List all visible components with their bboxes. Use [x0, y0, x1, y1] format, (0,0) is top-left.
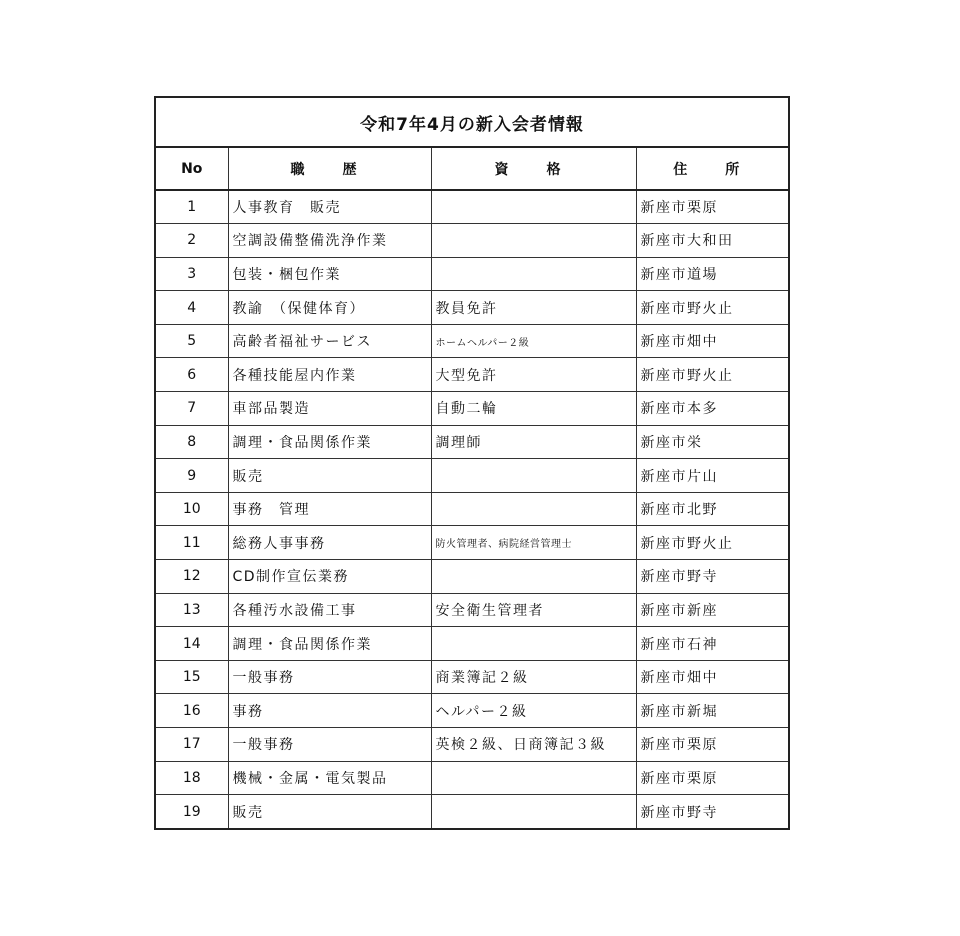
cell-no: 2	[156, 224, 228, 258]
cell-no: 1	[156, 190, 228, 224]
cell-address: 新座市片山	[636, 459, 788, 493]
cell-no: 6	[156, 358, 228, 392]
cell-no: 5	[156, 324, 228, 358]
cell-job: 事務 管理	[228, 492, 431, 526]
cell-address: 新座市野寺	[636, 560, 788, 594]
cell-qualification	[431, 492, 636, 526]
header-no: No	[156, 148, 228, 190]
table-row	[156, 761, 788, 795]
table-row	[156, 392, 788, 426]
cell-qualification: 防火管理者、病院経営管理士	[431, 526, 636, 560]
cell-qualification	[431, 627, 636, 661]
cell-address: 新座市畑中	[636, 660, 788, 694]
cell-qualification	[431, 795, 636, 829]
table-row	[156, 660, 788, 694]
cell-no: 16	[156, 694, 228, 728]
cell-job: 空調設備整備洗浄作業	[228, 224, 431, 258]
member-table	[156, 148, 788, 828]
table-row	[156, 492, 788, 526]
cell-no: 13	[156, 593, 228, 627]
cell-qualification: ホームヘルパー２級	[431, 324, 636, 358]
cell-job: 包装・梱包作業	[228, 257, 431, 291]
table-row	[156, 694, 788, 728]
cell-job: 各種技能屋内作業	[228, 358, 431, 392]
table-row	[156, 291, 788, 325]
cell-job: 一般事務	[228, 728, 431, 762]
table-body	[156, 190, 788, 828]
cell-no: 4	[156, 291, 228, 325]
cell-no: 7	[156, 392, 228, 426]
cell-no: 19	[156, 795, 228, 829]
cell-qualification: 自動二輪	[431, 392, 636, 426]
cell-job: 調理・食品関係作業	[228, 425, 431, 459]
table-row	[156, 190, 788, 224]
cell-address: 新座市北野	[636, 492, 788, 526]
cell-address: 新座市新堀	[636, 694, 788, 728]
cell-qualification: 教員免許	[431, 291, 636, 325]
cell-no: 15	[156, 660, 228, 694]
cell-job: 事務	[228, 694, 431, 728]
cell-job: 総務人事事務	[228, 526, 431, 560]
cell-no: 3	[156, 257, 228, 291]
cell-qualification: 大型免許	[431, 358, 636, 392]
header-address: 住 所	[636, 148, 788, 190]
cell-address: 新座市本多	[636, 392, 788, 426]
document-title: 令和7年4月の新入会者情報	[156, 98, 788, 148]
cell-qualification	[431, 190, 636, 224]
cell-address: 新座市大和田	[636, 224, 788, 258]
table-row	[156, 425, 788, 459]
cell-address: 新座市野寺	[640, 804, 718, 821]
cell-no: 11	[156, 526, 228, 560]
table-row	[156, 526, 788, 560]
cell-qualification	[431, 459, 636, 493]
header-job: 職 歴	[228, 148, 431, 190]
cell-address: 新座市野火止	[636, 526, 788, 560]
cell-job: 車部品製造	[228, 392, 431, 426]
cell-job: 機械・金属・電気製品	[228, 761, 431, 795]
table-row	[156, 560, 788, 594]
cell-qualification: 商業簿記２級	[431, 660, 636, 694]
cell-no: 14	[156, 627, 228, 661]
cell-address: 新座市石神	[636, 627, 788, 661]
cell-address: 新座市畑中	[636, 324, 788, 358]
cell-no: 17	[156, 728, 228, 762]
cell-address: 新座市野火止	[636, 358, 788, 392]
member-info-document	[154, 96, 790, 830]
cell-job: 一般事務	[228, 660, 431, 694]
cell-job: 人事教育 販売	[228, 190, 431, 224]
cell-address: 新座市栄	[636, 425, 788, 459]
cell-job: 販売	[228, 795, 431, 829]
cell-address: 新座市栗原	[636, 761, 788, 795]
cell-no: 12	[156, 560, 228, 594]
cell-qualification: 安全衛生管理者	[431, 593, 636, 627]
table-row	[156, 224, 788, 258]
cell-qualification	[431, 224, 636, 258]
cell-qualification	[431, 761, 636, 795]
cell-qualification: 調理師	[431, 425, 636, 459]
cell-qualification	[431, 257, 636, 291]
cell-no: 9	[156, 459, 228, 493]
cell-no: 18	[156, 761, 228, 795]
cell-address: 新座市栗原	[636, 190, 788, 224]
cell-qualification: 英検２級、日商簿記３級	[431, 728, 636, 762]
table-row	[156, 593, 788, 627]
table-row	[156, 728, 788, 762]
cell-job: 各種汚水設備工事	[228, 593, 431, 627]
cell-no: 10	[156, 492, 228, 526]
cell-address: 新座市新座	[636, 593, 788, 627]
cell-qualification: ヘルパー２級	[431, 694, 636, 728]
table-row	[156, 358, 788, 392]
table-row	[156, 257, 788, 291]
table-row	[156, 627, 788, 661]
table-header-row	[156, 148, 788, 190]
table-row	[156, 459, 788, 493]
cell-job: CD制作宣伝業務	[228, 560, 431, 594]
table-row	[156, 324, 788, 358]
cell-qualification	[431, 560, 636, 594]
cell-no: 8	[156, 425, 228, 459]
cell-job: 高齢者福祉サービス	[228, 324, 431, 358]
cell-address: 新座市栗原	[636, 728, 788, 762]
cell-job: 教諭 （保健体育）	[228, 291, 431, 325]
table-row	[156, 795, 788, 829]
cell-job: 調理・食品関係作業	[228, 627, 431, 661]
header-qualification: 資 格	[431, 148, 636, 190]
cell-job: 販売	[228, 459, 431, 493]
cell-address: 新座市野火止	[636, 291, 788, 325]
cell-address: 新座市道場	[636, 257, 788, 291]
